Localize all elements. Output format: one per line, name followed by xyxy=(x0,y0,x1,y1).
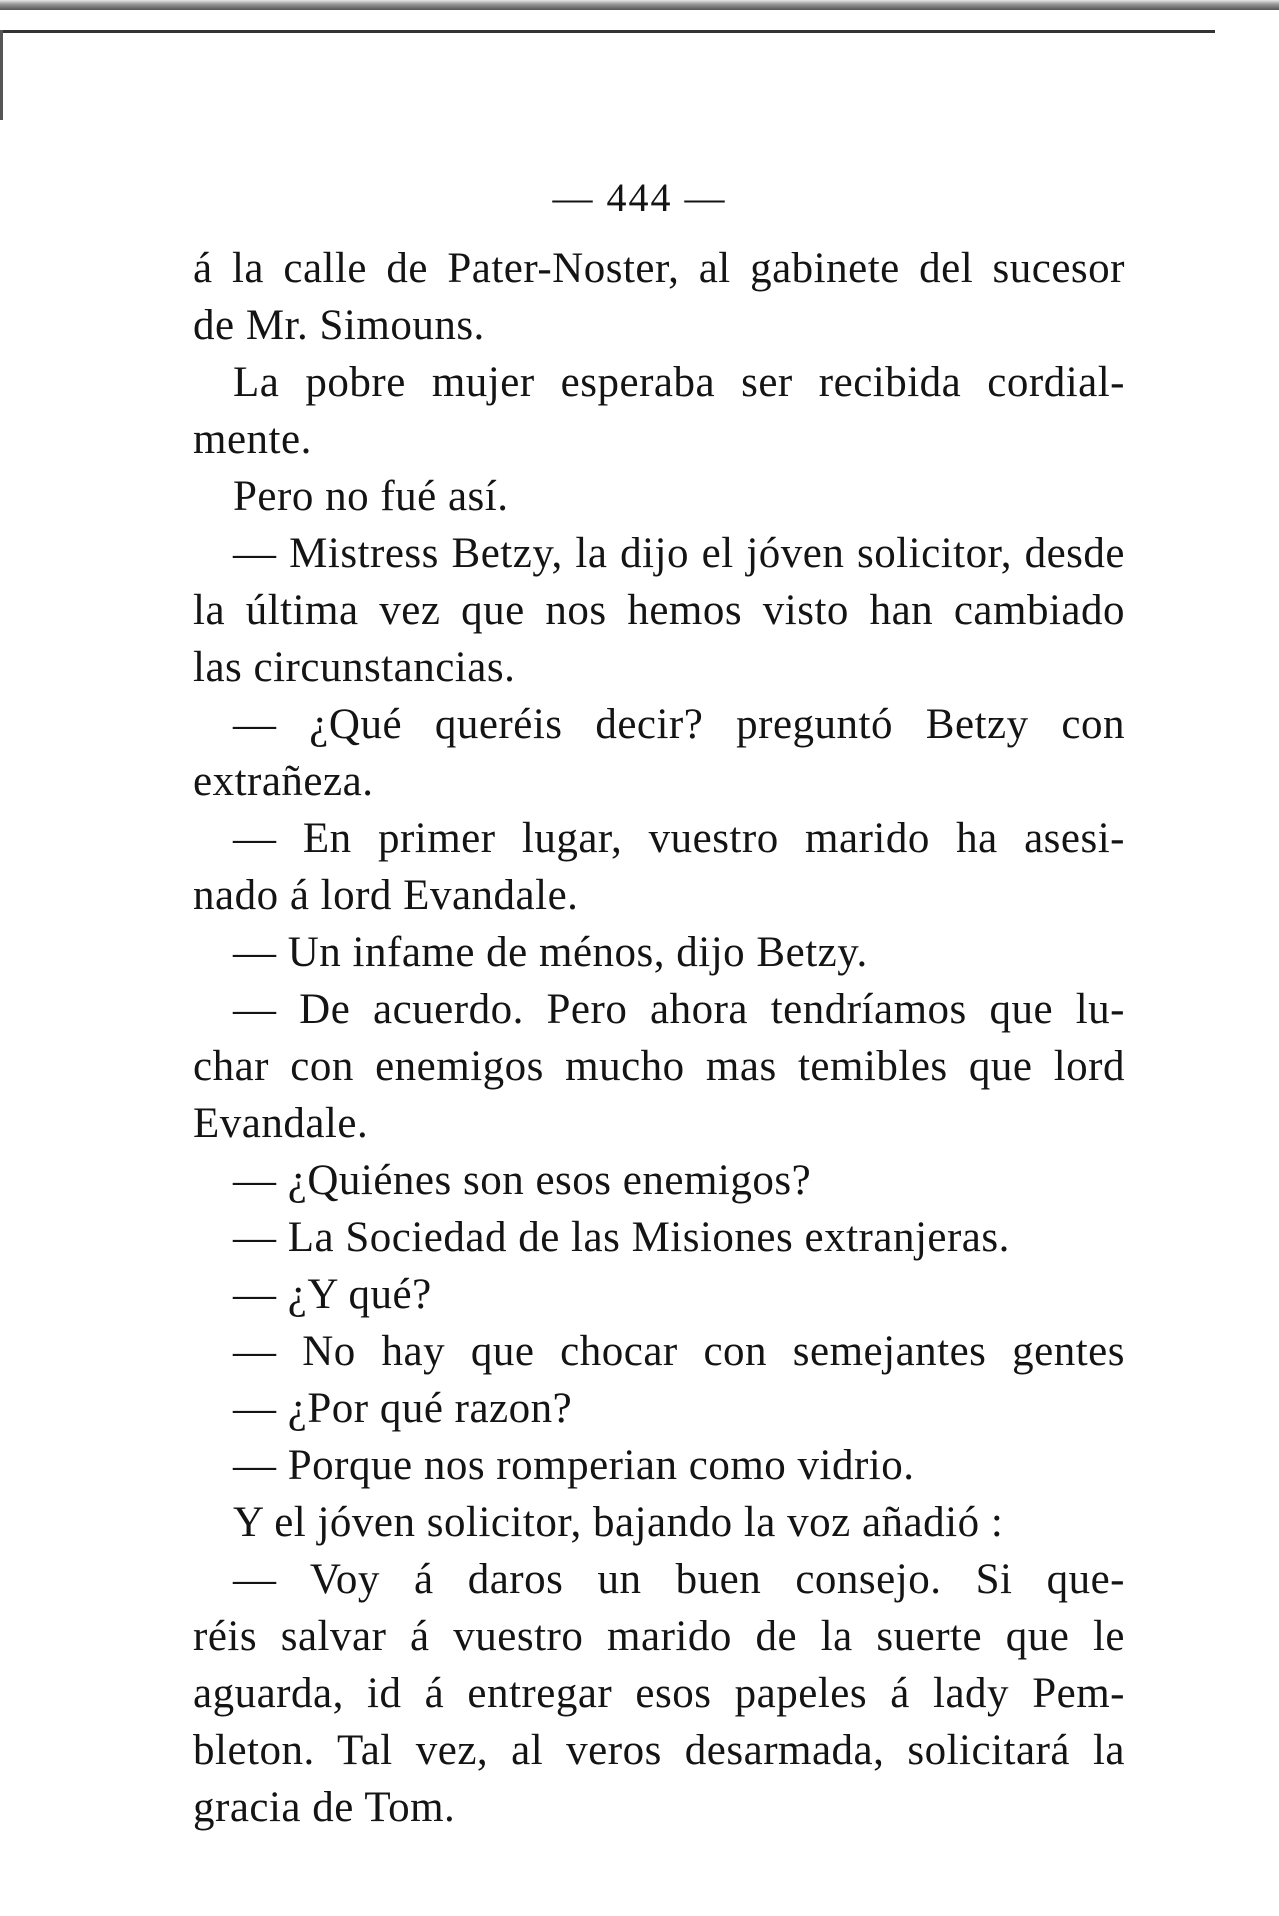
text-line: La pobre mujer esperaba ser recibida cordial- xyxy=(233,359,1125,406)
text-line: bleton. Tal vez, al veros desarmada, solicitará la xyxy=(193,1727,1125,1774)
page-text xyxy=(193,240,1125,1836)
text-line: — En primer lugar, vuestro marido ha asesi- xyxy=(233,815,1125,862)
text-line: — La Sociedad de las Misiones extranjeras. xyxy=(233,1214,1010,1261)
text-line: á la calle de Pater-Noster, al gabinete del sucesor xyxy=(193,245,1125,292)
text-line: nado á lord Evandale. xyxy=(193,872,579,919)
text-line: Evandale. xyxy=(193,1100,369,1147)
text-line: la última vez que nos hemos visto han cambiado xyxy=(193,587,1125,634)
text-line: las circunstancias. xyxy=(193,644,516,691)
text-line: — Porque nos romperian como vidrio. xyxy=(233,1442,915,1489)
text-line: — No hay que chocar con semejantes gentes xyxy=(233,1328,1125,1375)
top-border-rule xyxy=(0,0,1279,10)
header-rule xyxy=(0,30,1215,33)
text-line: — ¿Y qué? xyxy=(233,1271,432,1318)
text-line: aguarda, id á entregar esos papeles á lady Pem- xyxy=(193,1670,1125,1717)
text-line: char con enemigos mucho mas temibles que lord xyxy=(193,1043,1125,1090)
text-line: — Voy á daros un buen consejo. Si que- xyxy=(233,1556,1125,1603)
text-line: gracia de Tom. xyxy=(193,1784,456,1831)
text-line: extrañeza. xyxy=(193,758,374,805)
text-line: — De acuerdo. Pero ahora tendríamos que lu- xyxy=(233,986,1125,1033)
text-line: — ¿Por qué razon? xyxy=(233,1385,573,1432)
text-line: — Mistress Betzy, la dijo el jóven solicitor, desde xyxy=(233,530,1125,577)
left-margin-mark xyxy=(0,30,3,120)
text-line: — ¿Quiénes son esos enemigos? xyxy=(233,1157,812,1204)
text-line: — ¿Qué queréis decir? preguntó Betzy con xyxy=(233,701,1125,748)
text-line: — Un infame de ménos, dijo Betzy. xyxy=(233,929,868,976)
text-line: réis salvar á vuestro marido de la suerte que le xyxy=(193,1613,1125,1660)
page-number: — 444 — xyxy=(552,175,727,220)
text-line: mente. xyxy=(193,416,312,463)
text-line: de Mr. Simouns. xyxy=(193,302,485,349)
text-line: Pero no fué así. xyxy=(233,473,509,520)
text-line: Y el jóven solicitor, bajando la voz añadió : xyxy=(233,1499,1004,1546)
